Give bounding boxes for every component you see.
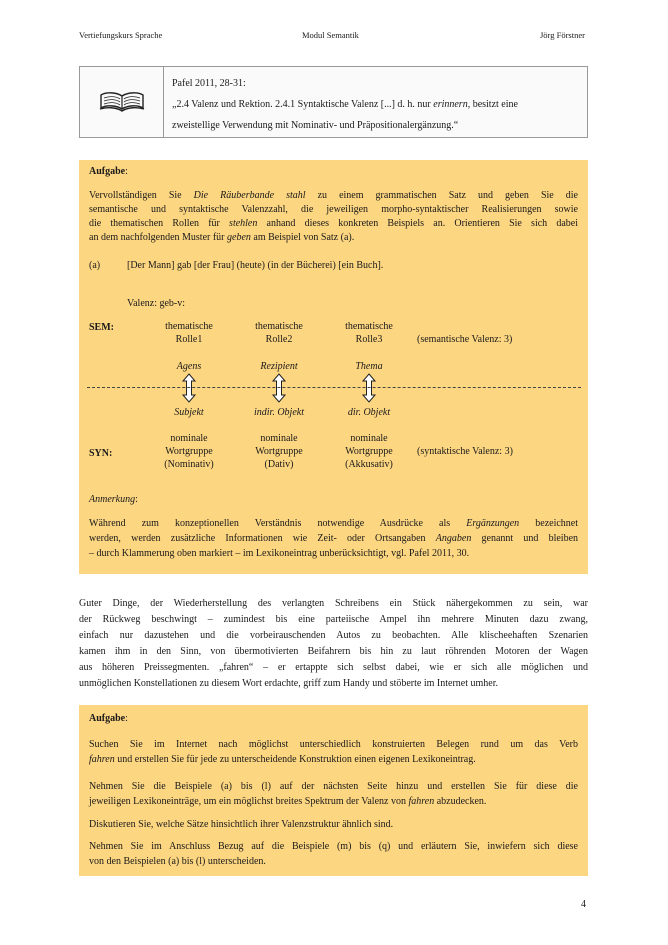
task-heading-colon: : — [125, 713, 128, 724]
task-text-line: semantische und syntaktische Valenzzahl, die jeweiligen morpho-syntaktischer Realisierungen sowie — [89, 204, 578, 215]
valenz-label: Valenz: geb-v: — [127, 298, 186, 309]
task-text-line: jeweiligen Lexikoneinträge, um ein möglichst breites Spektrum der Valenz von fahren abzudecken. — [89, 796, 487, 807]
header-center: Modul Semantik — [302, 30, 359, 40]
task-text-line: Vervollständigen Sie Die Räuberbande stahl zu einem grammatischen Satz und geben Sie die — [89, 190, 578, 201]
citation-emphasis: erinnern — [433, 99, 468, 110]
double-arrow-icon — [182, 373, 196, 403]
citation-box — [79, 66, 588, 138]
header-left: Vertiefungskurs Sprache — [79, 30, 163, 40]
syn-realisation-3: nominale Wortgruppe (Akkusativ) — [345, 433, 393, 470]
sem-label: SEM: — [89, 322, 114, 333]
double-arrow-icon — [362, 373, 376, 403]
narrative-line: aus höheren Preissegmenten. „fahren“ – er ertappte sich selbst dabei, wie er sich alle möglichen und — [79, 662, 588, 673]
function-subjekt: Subjekt — [174, 407, 204, 418]
narrative-line: der Rückweg beschwingt – zumindest bis eine parteiische Ampel ihn mehrere Minuten dazu zwang, — [79, 614, 588, 625]
syn-realisation-1: nominale Wortgruppe (Nominativ) — [164, 433, 214, 470]
task-box-1 — [79, 160, 588, 574]
page-number: 4 — [581, 899, 586, 910]
note-line: werden, werden zusätzliche Informationen wie Zeit- oder Ortsangaben Angaben genannt und bleiben — [89, 533, 579, 544]
narrative-line: kamen ihm in den Sinn, von übermotivierten Beifahrern bis hin zu laut röhrenden Motoren der Wagen — [79, 646, 588, 657]
task-text-line: Nehmen Sie die Beispiele (a) bis (l) auf der nächsten Seite hinzu und erstellen Sie für diese die — [89, 781, 578, 792]
theta-role-thema: Thema — [355, 361, 383, 372]
task-text-line: Nehmen Sie im Anschluss Bezug auf die Beispiele (m) bis (q) und erläutern Sie, inwiefern sich diese — [89, 841, 578, 852]
task-heading — [89, 713, 128, 724]
syn-label: SYN: — [89, 448, 113, 459]
theta-role-agens: Agens — [176, 361, 202, 372]
narrative-paragraph — [79, 596, 588, 692]
task-text-line: an dem nachfolgenden Muster für geben am Beispiel von Satz (a). — [89, 232, 355, 243]
task-text-line: von den Beispielen (a) bis (l) unterscheiden. — [89, 856, 266, 867]
function-indir-objekt: indir. Objekt — [254, 407, 304, 418]
note-line: – durch Klammerung oben markiert – im Lexikoneintrag unberücksichtigt, vgl. Pafel 2011, 30. — [89, 548, 470, 559]
narrative-line: unmöglichen Konstellationen zu diesem Wort erdachte, griff zum Handy und stöberte im Internet umher. — [79, 678, 498, 689]
example-sentence: [Der Mann] gab [der Frau] (heute) (in der Bücherei) [ein Buch]. — [127, 260, 384, 271]
role-1-label: thematische Rolle1 — [165, 321, 213, 345]
open-book-icon — [80, 67, 164, 137]
task-text-line: Suchen Sie im Internet nach möglichst unterschiedlich konstruierten Belegen rund um das Verb — [89, 739, 578, 750]
header-right: Jörg Förstner — [540, 30, 585, 40]
citation-line: , besitzt eine — [467, 99, 518, 110]
task-box-2 — [79, 705, 588, 876]
note-label: Anmerkung: — [89, 494, 138, 505]
citation-source: Pafel 2011, 28-31: — [172, 78, 246, 89]
note-line: Während zum konzeptionellen Verständnis notwendige Ausdrücke als Ergänzungen bezeichnet — [89, 518, 579, 529]
task-text-line: die thematischen Rollen für stehlen anhand dieses konkreten Beispiels an. Orientieren Sie sich dabei — [89, 218, 578, 229]
task-text-line: fahren und erstellen Sie für jede zu unterscheidende Konstruktion einen eigenen Lexikoneintrag. — [89, 754, 476, 765]
function-dir-objekt: dir. Objekt — [347, 407, 391, 418]
task-text-line: Diskutieren Sie, welche Sätze hinsichtlich ihrer Valenzstruktur ähnlich sind. — [89, 819, 394, 830]
citation-line: zweistellige Verwendung mit Nominativ- und Präpositionalergänzung.“ — [172, 120, 459, 131]
task-heading-text: Aufgabe — [89, 166, 126, 177]
task-heading — [89, 166, 128, 177]
double-arrow-icon — [272, 373, 286, 403]
divider-line — [87, 387, 581, 388]
narrative-line: Guter Dinge, der Wiederherstellung des verlangten Schreibens ein Stück nähergekommen zu sein, war — [79, 598, 588, 609]
role-3-label: thematische Rolle3 — [345, 321, 393, 345]
citation-line: „2.4 Valenz und Rektion. 2.4.1 Syntaktische Valenz [...] d. h. nur — [172, 99, 434, 110]
example-label: (a) — [89, 260, 101, 271]
syntactic-valenz: (syntaktische Valenz: 3) — [417, 446, 513, 457]
role-2-label: thematische Rolle2 — [255, 321, 303, 345]
narrative-line: einfach nur dazustehen und die vorbeirauschenden Autos zu beobachten. Alle klischeehaften Szenarien — [79, 630, 588, 641]
semantic-valenz: (semantische Valenz: 3) — [417, 334, 513, 345]
theta-role-rezipient: Rezipient — [260, 361, 298, 372]
citation-text — [172, 73, 582, 136]
task-heading-colon: : — [125, 166, 128, 177]
task-heading-text: Aufgabe — [89, 713, 126, 724]
syn-realisation-2: nominale Wortgruppe (Dativ) — [255, 433, 303, 470]
